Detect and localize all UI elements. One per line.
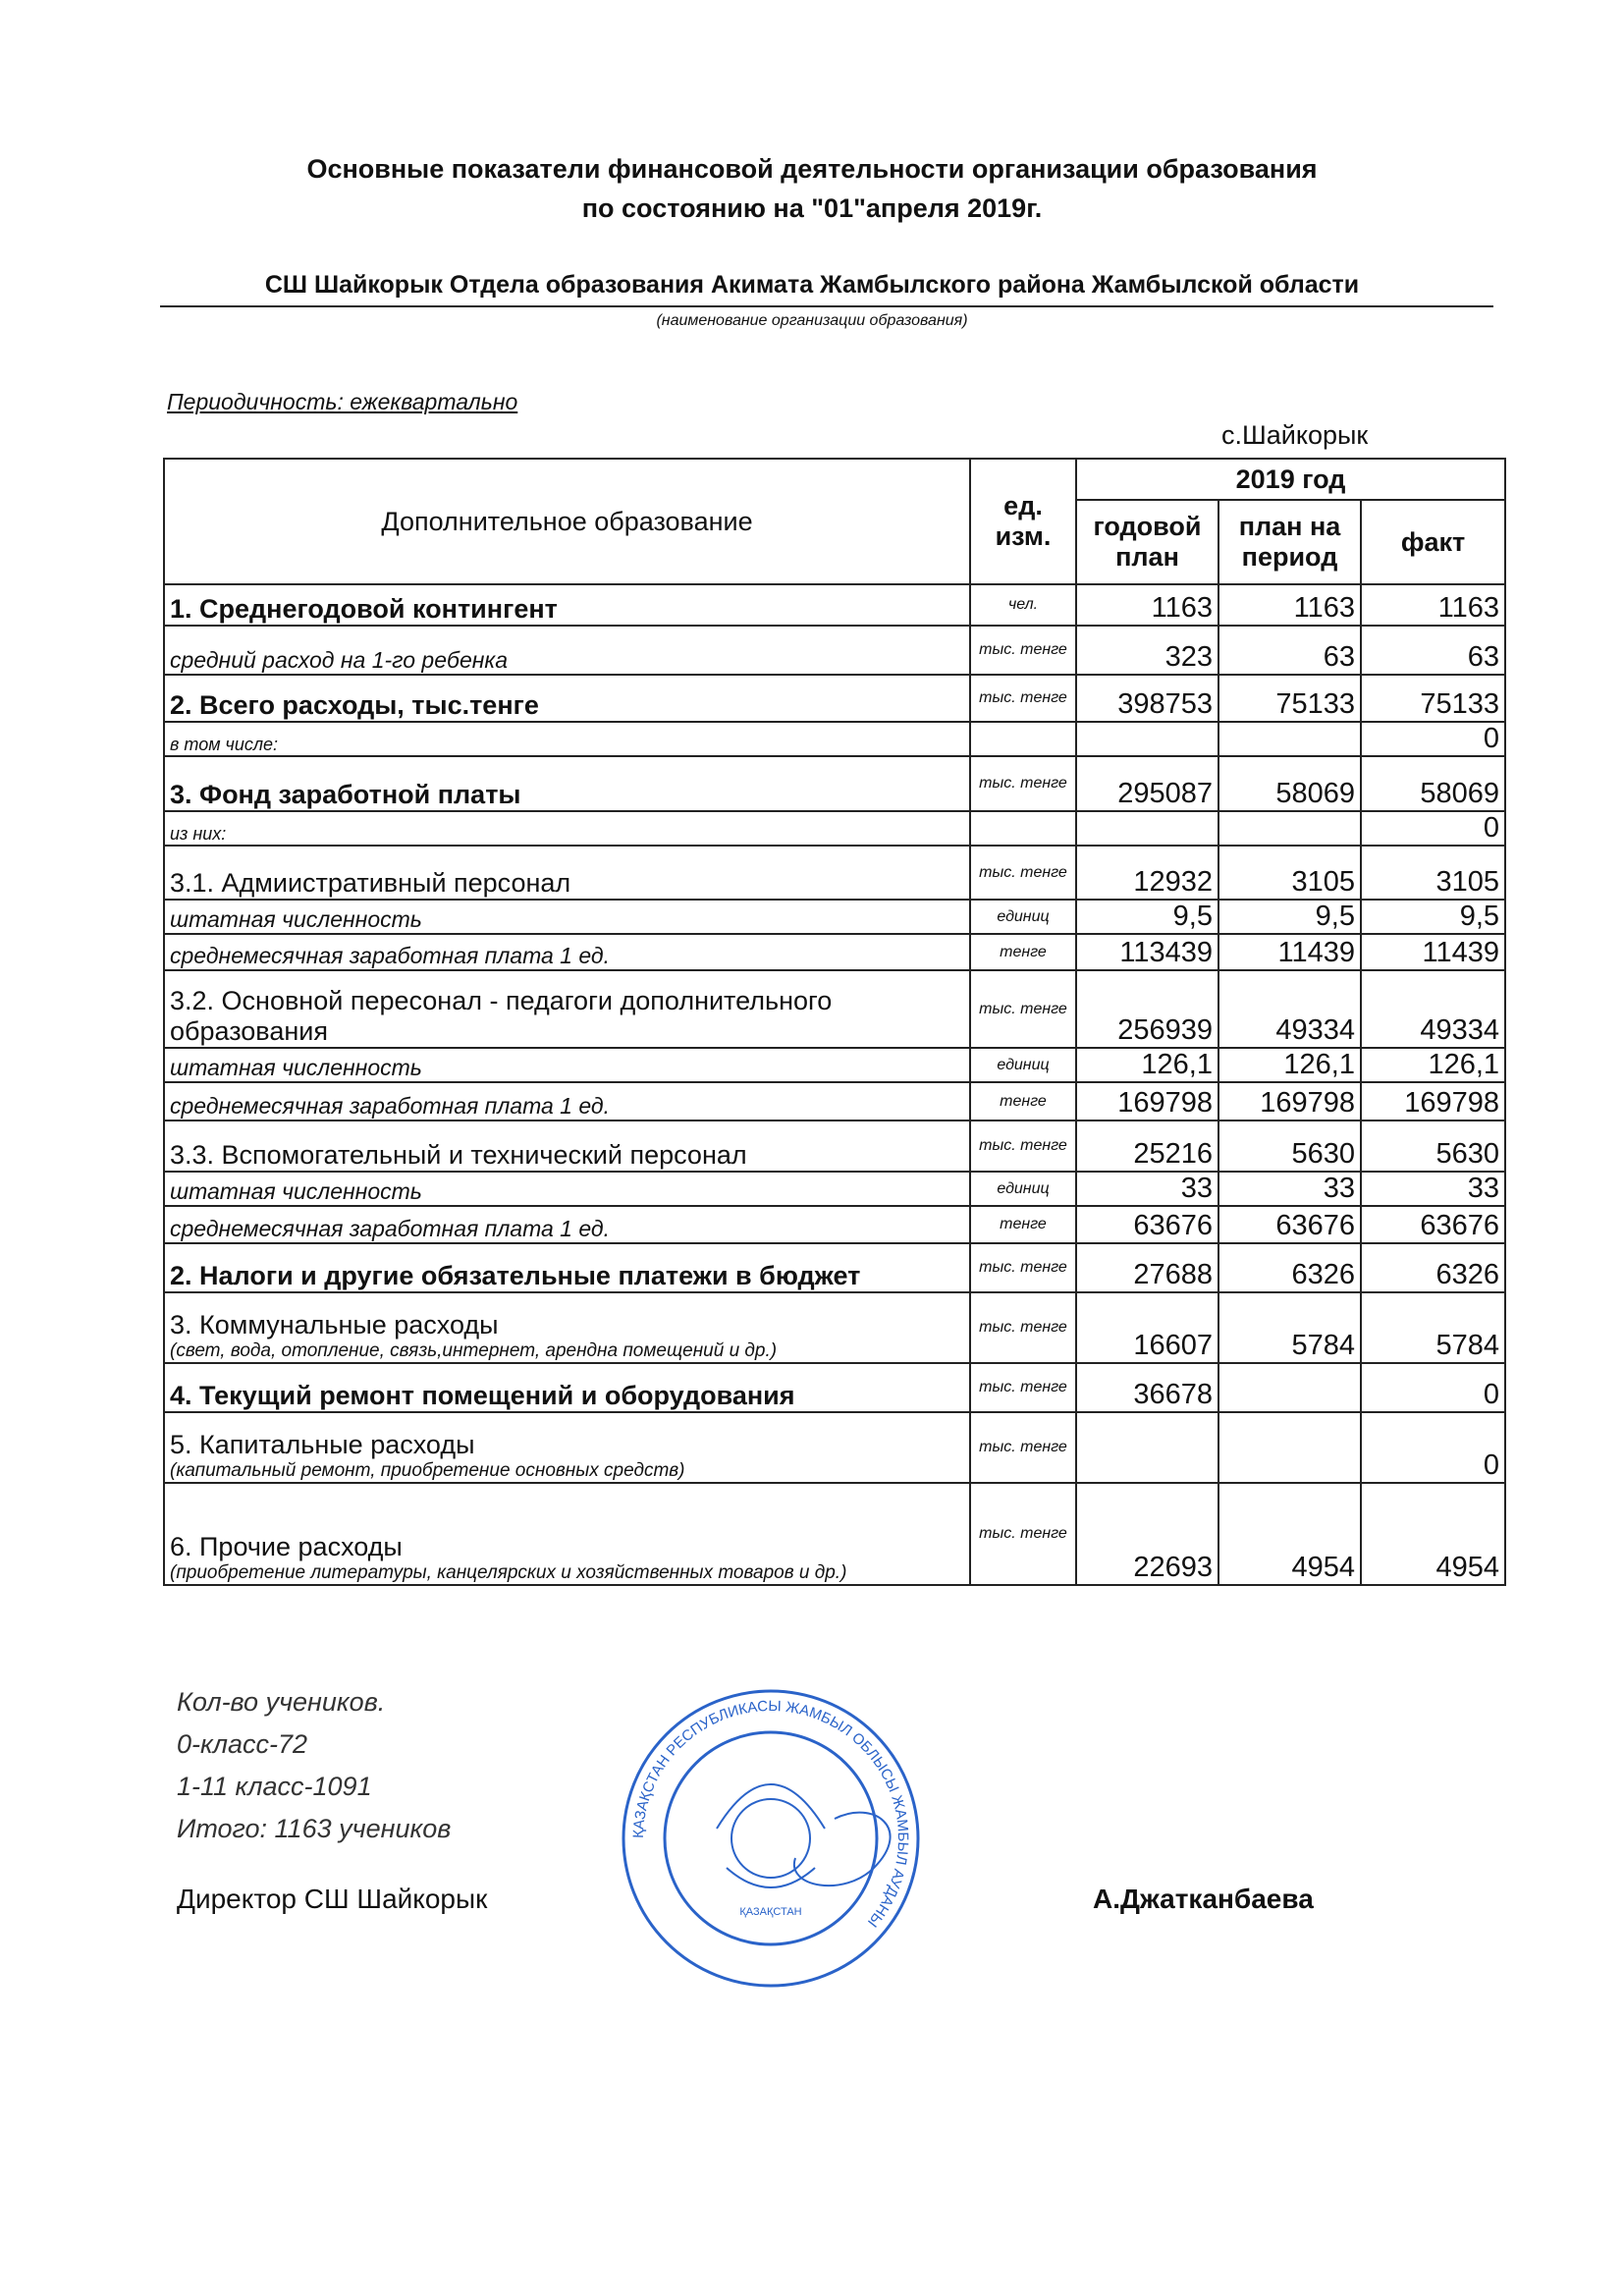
- row-fact: 63: [1361, 626, 1505, 675]
- notes-line-3: 1-11 класс-1091: [177, 1772, 372, 1801]
- row-period-plan: 169798: [1218, 1082, 1361, 1121]
- row-fact: 9,5: [1361, 900, 1505, 934]
- table-row: [164, 1172, 1505, 1206]
- title-line-1: Основные показатели финансовой деятельности организации образования: [306, 154, 1318, 184]
- row-fact: 6326: [1361, 1243, 1505, 1292]
- row-unit: единиц: [970, 900, 1076, 934]
- row-unit: тыс. тенге: [970, 756, 1076, 811]
- notes-line-4: Итого: 1163 учеников: [177, 1814, 452, 1843]
- table-row: [164, 1292, 1505, 1363]
- row-period-plan: 9,5: [1218, 900, 1361, 934]
- table-row: [164, 1082, 1505, 1121]
- row-fact: 33: [1361, 1172, 1505, 1206]
- row-period-plan: 49334: [1218, 970, 1361, 1048]
- row-fact: 0: [1361, 722, 1505, 756]
- row-label: среднемесячная заработная плата 1 ед.: [170, 943, 610, 968]
- row-fact: 126,1: [1361, 1048, 1505, 1082]
- official-seal: [609, 1681, 933, 1995]
- row-label: штатная численность: [170, 1055, 422, 1080]
- row-label-cell: [164, 675, 970, 722]
- row-annual-plan: 12932: [1076, 846, 1218, 900]
- seal-outer-ring: [623, 1691, 918, 1986]
- table-row: [164, 675, 1505, 722]
- row-annual-plan: 256939: [1076, 970, 1218, 1048]
- row-label-cell: [164, 1483, 970, 1585]
- notes-line-2: 0-класс-72: [177, 1729, 308, 1759]
- row-label-cell: [164, 1172, 970, 1206]
- header-year: 2019 год: [1076, 459, 1505, 500]
- row-unit: тенге: [970, 934, 1076, 970]
- table-row: [164, 1483, 1505, 1585]
- row-period-plan: 63: [1218, 626, 1361, 675]
- table-row: [164, 900, 1505, 934]
- row-annual-plan: 169798: [1076, 1082, 1218, 1121]
- row-label: 4. Текущий ремонт помещений и оборудования: [170, 1381, 795, 1410]
- row-unit: тыс. тенге: [970, 1363, 1076, 1412]
- financial-table: [163, 458, 1506, 1586]
- row-unit: тыс. тенге: [970, 846, 1076, 900]
- row-period-plan: 33: [1218, 1172, 1361, 1206]
- row-label-cell: [164, 1206, 970, 1243]
- row-unit: тыс. тенге: [970, 970, 1076, 1048]
- row-label: из них:: [170, 824, 227, 844]
- row-annual-plan: 126,1: [1076, 1048, 1218, 1082]
- organization-caption: (наименование организации образования): [656, 312, 968, 329]
- row-period-plan: 58069: [1218, 756, 1361, 811]
- row-annual-plan: 63676: [1076, 1206, 1218, 1243]
- table-row: [164, 934, 1505, 970]
- row-fact: 169798: [1361, 1082, 1505, 1121]
- row-period-plan: 1163: [1218, 584, 1361, 626]
- table-row: [164, 722, 1505, 756]
- row-fact: 0: [1361, 1363, 1505, 1412]
- table-row: [164, 1363, 1505, 1412]
- row-label: 3.2. Основной пересонал - педагоги дополнительного образования: [170, 986, 833, 1046]
- header-section: Дополнительное образование: [164, 459, 970, 584]
- row-unit: тыс. тенге: [970, 1243, 1076, 1292]
- row-label-cell: [164, 1243, 970, 1292]
- row-label-cell: [164, 846, 970, 900]
- header-annual-plan: годовой план: [1076, 500, 1218, 584]
- table-row: [164, 1206, 1505, 1243]
- row-label-cell: [164, 626, 970, 675]
- row-label: в том числе:: [170, 735, 279, 754]
- row-label: средний расход на 1-го ребенка: [170, 647, 509, 673]
- row-label-cell: [164, 722, 970, 756]
- row-label: 5. Капитальные расходы: [170, 1430, 475, 1459]
- row-label-cell: [164, 756, 970, 811]
- row-unit: чел.: [970, 584, 1076, 626]
- row-annual-plan: 295087: [1076, 756, 1218, 811]
- row-label-cell: [164, 934, 970, 970]
- header-period-plan: план на период: [1218, 500, 1361, 584]
- row-label-cell: [164, 970, 970, 1048]
- row-label-cell: [164, 1082, 970, 1121]
- organization-name: СШ Шайкорык Отдела образования Акимата Жамбылского района Жамбылской области: [264, 271, 1360, 299]
- row-unit: [970, 811, 1076, 846]
- row-label: 2. Всего расходы, тыс.тенге: [170, 690, 539, 720]
- row-label: 1. Среднегодовой контингент: [170, 594, 558, 624]
- row-label-cell: [164, 811, 970, 846]
- row-fact: 75133: [1361, 675, 1505, 722]
- row-label: среднемесячная заработная плата 1 ед.: [170, 1216, 610, 1241]
- row-unit: единиц: [970, 1048, 1076, 1082]
- row-label-cell: [164, 1412, 970, 1483]
- row-sublabel: (свет, вода, отопление, связь,интернет, арендна помещений и др.): [170, 1340, 778, 1361]
- row-unit: тыс. тенге: [970, 1412, 1076, 1483]
- table-row: [164, 1243, 1505, 1292]
- row-label: среднемесячная заработная плата 1 ед.: [170, 1093, 610, 1119]
- row-period-plan: 3105: [1218, 846, 1361, 900]
- row-period-plan: [1218, 1363, 1361, 1412]
- row-unit: [970, 722, 1076, 756]
- row-fact: 3105: [1361, 846, 1505, 900]
- seal-ring-text: ҚАЗАҚСТАН РЕСПУБЛИКАСЫ ЖАМБЫЛ ОБЛЫСЫ ЖАМБЫЛ АУДАНЫ: [629, 1697, 912, 1931]
- row-unit: тенге: [970, 1206, 1076, 1243]
- row-period-plan: [1218, 811, 1361, 846]
- row-annual-plan: 25216: [1076, 1121, 1218, 1172]
- row-annual-plan: 9,5: [1076, 900, 1218, 934]
- location: с.Шайкорык: [1221, 420, 1369, 450]
- header-unit: ед. изм.: [970, 459, 1076, 584]
- row-period-plan: [1218, 722, 1361, 756]
- row-annual-plan: 113439: [1076, 934, 1218, 970]
- row-annual-plan: [1076, 811, 1218, 846]
- periodicity: Периодичность: ежеквартально: [167, 389, 518, 414]
- table-row: [164, 1412, 1505, 1483]
- row-unit: тыс. тенге: [970, 1121, 1076, 1172]
- table-row: [164, 1048, 1505, 1082]
- row-unit: тыс. тенге: [970, 675, 1076, 722]
- row-label-cell: [164, 1292, 970, 1363]
- table-body: [164, 584, 1505, 1585]
- document-title: [0, 149, 1624, 228]
- row-label: штатная численность: [170, 1178, 422, 1204]
- row-unit: тыс. тенге: [970, 1292, 1076, 1363]
- notes-line-1: Кол-во учеников.: [177, 1687, 386, 1717]
- student-notes: [177, 1681, 451, 1850]
- row-annual-plan: [1076, 722, 1218, 756]
- seal-emblem-circle: [731, 1799, 810, 1878]
- row-label: 3.3. Вспомогательный и технический персонал: [170, 1140, 747, 1170]
- row-label-cell: [164, 584, 970, 626]
- table-row: [164, 846, 1505, 900]
- row-label: 6. Прочие расходы: [170, 1532, 403, 1561]
- row-period-plan: 11439: [1218, 934, 1361, 970]
- row-fact: 11439: [1361, 934, 1505, 970]
- row-annual-plan: [1076, 1412, 1218, 1483]
- row-unit: тыс. тенге: [970, 1483, 1076, 1585]
- row-period-plan: 63676: [1218, 1206, 1361, 1243]
- row-fact: 49334: [1361, 970, 1505, 1048]
- row-label-cell: [164, 900, 970, 934]
- row-label-cell: [164, 1363, 970, 1412]
- row-period-plan: 75133: [1218, 675, 1361, 722]
- row-unit: тыс. тенге: [970, 626, 1076, 675]
- row-label: 3. Фонд заработной платы: [170, 780, 521, 809]
- table-row: [164, 626, 1505, 675]
- row-annual-plan: 16607: [1076, 1292, 1218, 1363]
- row-period-plan: [1218, 1412, 1361, 1483]
- table-row: [164, 756, 1505, 811]
- row-period-plan: 5630: [1218, 1121, 1361, 1172]
- table-row: [164, 1121, 1505, 1172]
- row-annual-plan: 36678: [1076, 1363, 1218, 1412]
- organization-underline: [160, 305, 1493, 307]
- row-sublabel: (приобретение литературы, канцелярских и хозяйственных товаров и др.): [170, 1562, 847, 1583]
- signer-name: А.Джатканбаева: [1093, 1884, 1314, 1914]
- row-fact: 5784: [1361, 1292, 1505, 1363]
- director-title: Директор СШ Шайкорык: [177, 1884, 488, 1914]
- row-label: 3. Коммунальные расходы: [170, 1310, 499, 1339]
- row-fact: 0: [1361, 811, 1505, 846]
- table-row: [164, 584, 1505, 626]
- row-label: 2. Налоги и другие обязательные платежи в бюджет: [170, 1261, 861, 1290]
- row-sublabel: (капитальный ремонт, приобретение основных средств): [170, 1460, 685, 1481]
- row-unit: тенге: [970, 1082, 1076, 1121]
- row-unit: единиц: [970, 1172, 1076, 1206]
- row-period-plan: 6326: [1218, 1243, 1361, 1292]
- row-period-plan: 5784: [1218, 1292, 1361, 1363]
- row-annual-plan: 323: [1076, 626, 1218, 675]
- row-label: 3.1. Адмиистративный персонал: [170, 868, 571, 898]
- seal-emblem-wings: [717, 1784, 825, 1829]
- row-fact: 5630: [1361, 1121, 1505, 1172]
- row-annual-plan: 27688: [1076, 1243, 1218, 1292]
- header-fact: факт: [1361, 500, 1505, 584]
- table-row: [164, 970, 1505, 1048]
- row-annual-plan: 398753: [1076, 675, 1218, 722]
- row-label-cell: [164, 1048, 970, 1082]
- row-period-plan: 4954: [1218, 1483, 1361, 1585]
- row-annual-plan: 22693: [1076, 1483, 1218, 1585]
- row-annual-plan: 1163: [1076, 584, 1218, 626]
- row-annual-plan: 33: [1076, 1172, 1218, 1206]
- row-fact: 0: [1361, 1412, 1505, 1483]
- row-period-plan: 126,1: [1218, 1048, 1361, 1082]
- row-fact: 4954: [1361, 1483, 1505, 1585]
- row-fact: 58069: [1361, 756, 1505, 811]
- seal-center-text: ҚАЗАҚСТАН: [739, 1906, 802, 1918]
- row-fact: 1163: [1361, 584, 1505, 626]
- table-row: [164, 811, 1505, 846]
- title-line-2: по состоянию на "01"апреля 2019г.: [581, 193, 1043, 223]
- row-fact: 63676: [1361, 1206, 1505, 1243]
- row-label: штатная численность: [170, 906, 422, 932]
- row-label-cell: [164, 1121, 970, 1172]
